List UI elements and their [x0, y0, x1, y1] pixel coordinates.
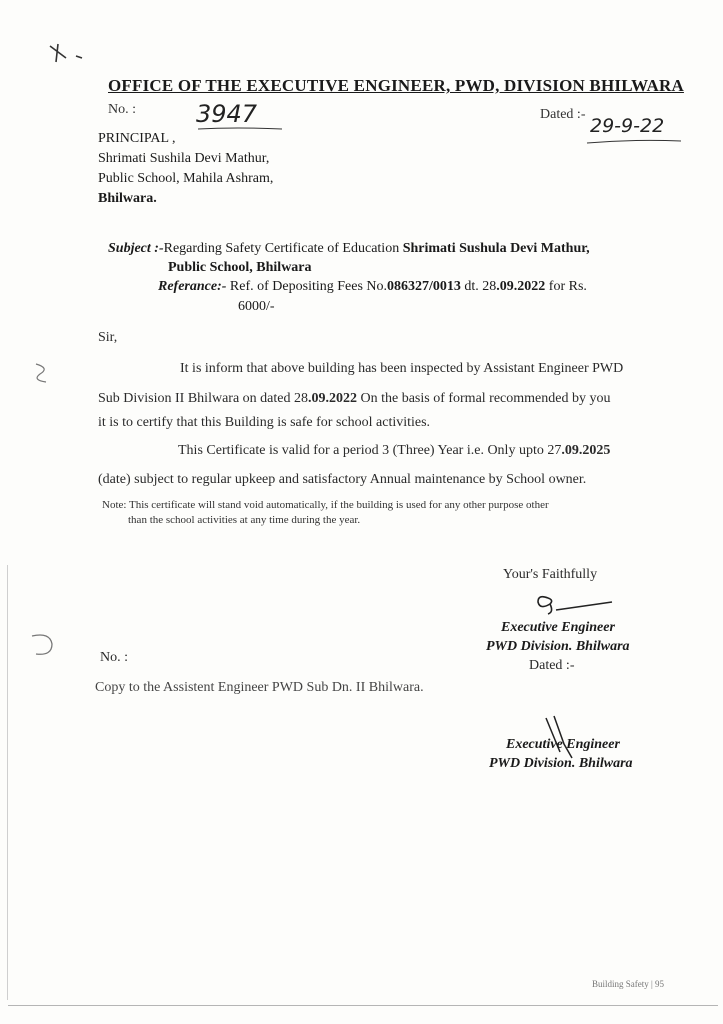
- addressee-line3: Public School, Mahila Ashram,: [98, 171, 274, 186]
- salutation: Sir,: [98, 330, 118, 345]
- addressee-line2: Shrimati Sushila Devi Mathur,: [98, 151, 270, 166]
- signatory-title-2: Executive Engineer: [506, 737, 620, 752]
- corner-scribble: [46, 40, 106, 70]
- closing: Your's Faithfully: [503, 567, 598, 582]
- footer-rule: [8, 1005, 718, 1006]
- copy-no-label: No. :: [100, 650, 128, 665]
- signature-dated: Dated :-: [529, 658, 575, 673]
- reference-line: [158, 279, 587, 295]
- subject-text: Regarding Safety Certificate of Education: [163, 241, 403, 256]
- letter-no-underline: [196, 126, 286, 132]
- reference-text-b: dt. 28: [460, 279, 497, 294]
- signatory-title-1: Executive Engineer: [501, 620, 615, 635]
- reference-label: Referance:-: [158, 279, 227, 294]
- note-line1: Note: This certificate will stand void automatically, if the building is used for any other purpose other: [102, 499, 549, 511]
- office-heading: OFFICE OF THE EXECUTIVE ENGINEER, PWD, DIVISION BHILWARA: [108, 76, 684, 95]
- page-footer-label: Building Safety | 95: [592, 979, 665, 989]
- addressee-line1: PRINCIPAL ,: [98, 131, 176, 146]
- addressee-line4: Bhilwara.: [98, 191, 157, 206]
- dated-handwritten: 29-9-22: [590, 115, 665, 137]
- reference-no: 086327/0013: [387, 279, 461, 294]
- letter-no-handwritten: 3947: [196, 100, 258, 128]
- para1-line1: It is inform that above building has been inspected by Assistant Engineer PWD: [180, 361, 624, 376]
- note-line2: than the school activities at any time during the year.: [128, 514, 361, 526]
- letter-no-label: No. :: [108, 102, 136, 117]
- para1-line2-c: On the basis of formal recommended by you: [356, 391, 611, 406]
- subject-line: [108, 241, 590, 257]
- subject-school-b: Public School, Bhilwara: [168, 260, 312, 275]
- margin-mark-2: [26, 630, 60, 662]
- reference-date: .09.2022: [496, 279, 546, 294]
- reference-text-a: Ref. of Depositing Fees No.: [226, 279, 388, 294]
- reference-text-c: for Rs.: [545, 279, 587, 294]
- signatory-office-2: PWD Division. Bhilwara: [489, 756, 633, 771]
- para2-line1: [178, 443, 610, 459]
- copy-to-line: Copy to the Assistent Engineer PWD Sub Dn. II Bhilwara.: [95, 680, 424, 695]
- subject-label: Subject :-: [108, 241, 164, 256]
- para2-line2: (date) subject to regular upkeep and satisfactory Annual maintenance by School owner.: [98, 472, 587, 487]
- subject-school-a: Shrimati Sushula Devi Mathur,: [402, 241, 590, 256]
- para1-line2-a: Sub Division II Bhilwara on dated 28: [98, 391, 308, 406]
- para2-line1-a: This Certificate is valid for a period 3 (Three) Year i.e. Only upto 27: [178, 443, 562, 458]
- signatory-office-1: PWD Division. Bhilwara: [486, 639, 630, 654]
- valid-upto-date: .09.2025: [561, 443, 611, 458]
- dated-underline: [585, 138, 685, 146]
- para1-line3: it is to certify that this Building is safe for school activities.: [98, 415, 431, 430]
- reference-amount: 6000/-: [238, 299, 275, 314]
- signature-1: [532, 588, 622, 618]
- left-margin-line: [7, 565, 8, 1000]
- dated-label: Dated :-: [540, 107, 586, 122]
- para1-date: .09.2022: [307, 391, 357, 406]
- para1-line2: [98, 391, 610, 407]
- margin-mark-1: [28, 358, 58, 388]
